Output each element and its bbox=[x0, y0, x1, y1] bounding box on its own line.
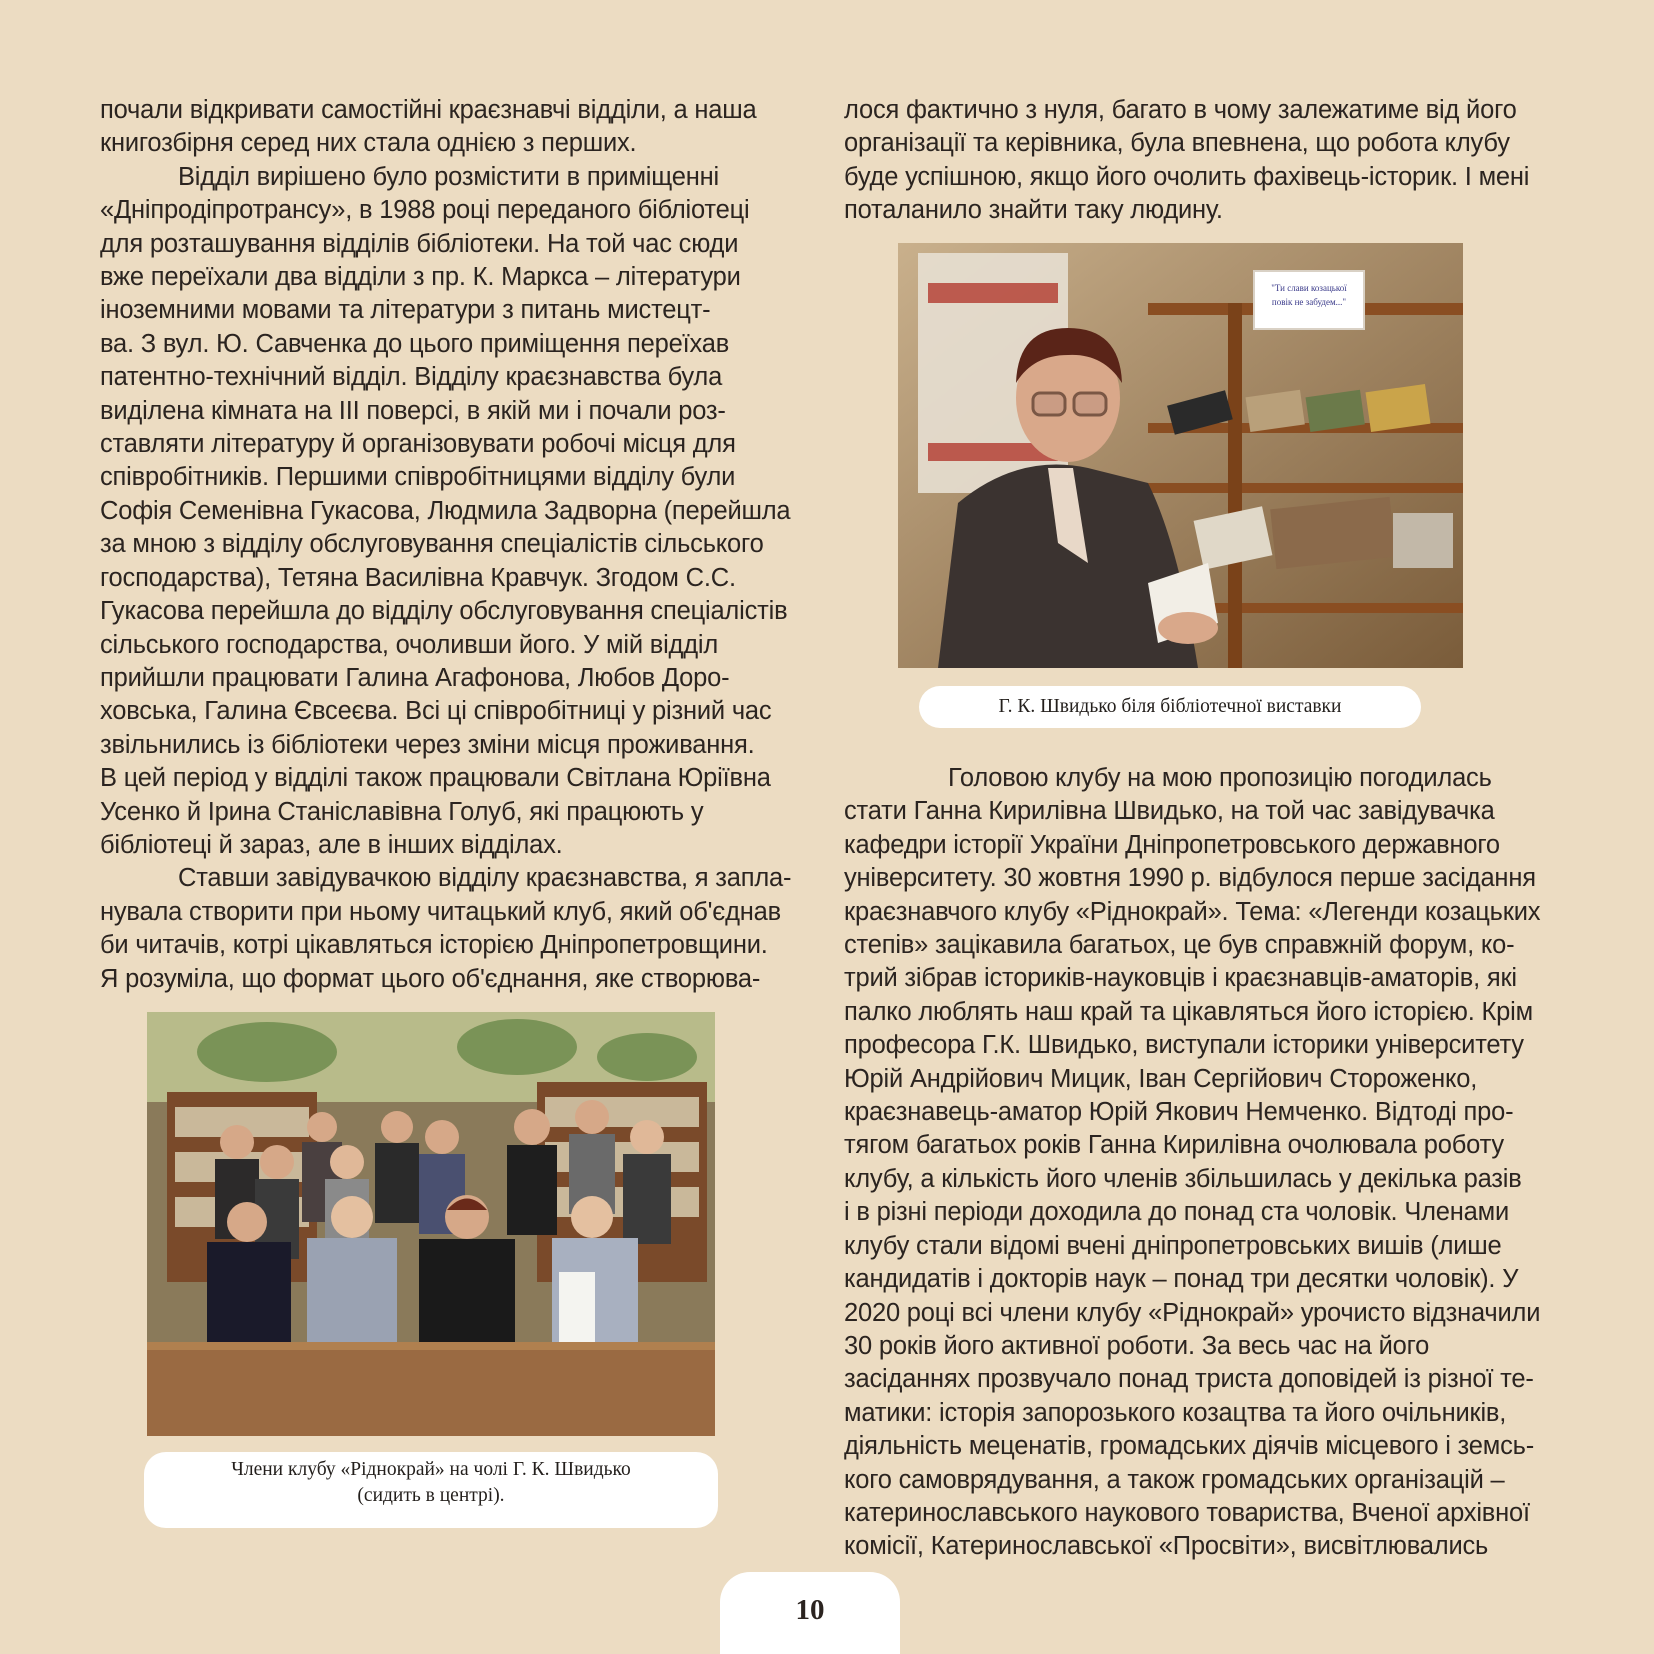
text-line: кого самоврядування, а також громадських організацій – bbox=[844, 1465, 1505, 1494]
text-line: би читачів, котрі цікавляться історією Дніпропетровщини. bbox=[100, 931, 768, 960]
text-line: бібліотеці й зараз, але в інших відділах. bbox=[100, 830, 563, 859]
text-line: трий зібрав істориків-науковців і краєзнавців-аматорів, які bbox=[844, 964, 1517, 993]
text-line: Ставши завідувачкою відділу краєзнавства, я запла- bbox=[178, 864, 792, 893]
text-line: палко люблять наш край та цікавляться його історією. Крім bbox=[844, 997, 1533, 1026]
text-line: лося фактично з нуля, багато в чому залежатиме від його bbox=[844, 96, 1517, 124]
page-number-tab bbox=[720, 1572, 900, 1654]
text-line: катеринославського наукового товариства, Вченої архівної bbox=[844, 1498, 1530, 1527]
text-line: книгозбірня серед них стала однією з перших. bbox=[100, 129, 637, 158]
text-line: вже переїхали два відділи з пр. К. Маркса – літератури bbox=[100, 263, 741, 292]
text-line: тягом багатьох років Ганна Кирилівна очолювала роботу bbox=[844, 1131, 1504, 1160]
photo-club-members bbox=[147, 1012, 715, 1436]
text-line: кандидатів і докторів наук – понад три десятки чоловік). У bbox=[844, 1265, 1519, 1294]
text-line: іноземними мовами та літератури з питань мистецт- bbox=[100, 296, 711, 325]
sign-line-2: повік не забудем..." bbox=[1271, 297, 1347, 307]
text-line: Усенко й Ірина Станіславівна Голуб, які працюють у bbox=[100, 797, 704, 826]
text-line: В цей період у відділі також працювали Світлана Юріївна bbox=[100, 764, 771, 793]
caption-text-line-1: Члени клубу «Ріднокрай» на чолі Г. К. Швидько bbox=[231, 1459, 631, 1480]
text-line: клубу, а кількість його членів збільшилась у декілька разів bbox=[844, 1164, 1522, 1193]
text-line: 30 років його активної роботи. За весь час на його bbox=[844, 1331, 1430, 1360]
text-line: краєзнавець-аматор Юрій Якович Немченко. Відтоді про- bbox=[844, 1098, 1514, 1127]
text-line: буде успішною, якщо його очолить фахівець-історик. І мені bbox=[844, 162, 1530, 191]
text-line: професора Г.К. Швидько, виступали історики університету bbox=[844, 1031, 1524, 1060]
text-line: комісії, Катеринославської «Просвіти», висвітлювались bbox=[844, 1532, 1489, 1561]
text-line: клубу стали відомі вчені дніпропетровських вишів (лише bbox=[844, 1231, 1502, 1260]
caption-text-line-2: (сидить в центрі). bbox=[357, 1485, 505, 1506]
text-line: Відділ вирішено було розмістити в приміщенні bbox=[178, 162, 719, 191]
text-line: організації та керівника, була впевнена, що робота клубу bbox=[844, 129, 1510, 158]
text-line: матики: історія запорозького козацтва та його очільників, bbox=[844, 1398, 1507, 1427]
text-line: сільського господарства, очоливши його. У мій відділ bbox=[100, 630, 719, 659]
text-line: Софія Семенівна Гукасова, Людмила Задворна (перейшла bbox=[100, 496, 791, 525]
sign-line-1: "Ти слави козацької bbox=[1271, 283, 1347, 293]
page-number: 10 bbox=[795, 1594, 825, 1626]
right-text-column-bottom bbox=[844, 762, 1564, 1564]
text-line: виділена кімната на ІІІ поверсі, в якій ми і почали роз- bbox=[100, 396, 726, 425]
text-line: нувала створити при ньому читацький клуб, який об'єднав bbox=[100, 897, 781, 926]
text-line: ставляти літературу й організовувати робочі місця для bbox=[100, 430, 736, 459]
text-line: для розташування відділів бібліотеки. На той час сюди bbox=[100, 229, 739, 258]
text-line: Я розуміла, що формат цього об'єднання, яке створюва- bbox=[100, 964, 761, 993]
text-line: і в різні періоди доходила до понад ста чоловік. Членами bbox=[844, 1198, 1510, 1227]
text-line: кафедри історії України Дніпропетровського державного bbox=[844, 830, 1500, 859]
text-line: Головою клубу на мою пропозицію погодилась bbox=[948, 764, 1492, 792]
text-line: засіданнях прозвучало понад триста доповідей із різної те- bbox=[844, 1365, 1534, 1394]
text-line: почали відкривати самостійні краєзнавчі відділи, а наша bbox=[100, 96, 757, 124]
text-line: стати Ганна Кирилівна Швидько, на той час завідувачка bbox=[844, 797, 1495, 826]
text-line: «Дніпродіпротрансу», в 1988 році переданого бібліотеці bbox=[100, 196, 750, 225]
photo-illustration bbox=[898, 243, 1463, 668]
text-line: степів» зацікавила багатьох, це був справжній форум, ко- bbox=[844, 931, 1515, 960]
text-line: звільнились із бібліотеки через зміни місця проживання. bbox=[100, 730, 755, 759]
text-line: Юрій Андрійович Мицик, Іван Сергійович Стороженко, bbox=[844, 1064, 1478, 1093]
caption-text: Г. К. Швидько біля бібліотечної виставки bbox=[998, 696, 1342, 717]
text-line: господарства), Тетяна Василівна Кравчук. Згодом С.С. bbox=[100, 563, 736, 592]
text-line: прийшли працювати Галина Агафонова, Любов Доро- bbox=[100, 663, 730, 692]
photo-caption-right bbox=[919, 686, 1421, 728]
photo-librarian-at-exhibition bbox=[898, 243, 1463, 668]
text-line: 2020 році всі члени клубу «Ріднокрай» урочисто відзначили bbox=[844, 1298, 1541, 1327]
left-text-column bbox=[100, 94, 820, 996]
text-line: патентно-технічний відділ. Відділу краєзнавства була bbox=[100, 363, 723, 392]
right-text-column-top bbox=[844, 94, 1564, 228]
text-line: поталанило знайти таку людину. bbox=[844, 196, 1223, 225]
text-line: ва. З вул. Ю. Савченка до цього приміщення переїхав bbox=[100, 329, 730, 358]
text-line: ховська, Галина Євсеєва. Всі ці співробітниці у різний час bbox=[100, 697, 772, 726]
text-line: діяльність меценатів, громадських діячів місцевого і земсь- bbox=[844, 1432, 1534, 1461]
text-line: Гукасова перейшла до відділу обслуговування спеціалістів bbox=[100, 597, 788, 626]
text-line: краєзнавчого клубу «Ріднокрай». Тема: «Легенди козацьких bbox=[844, 897, 1541, 926]
photo-caption-left bbox=[144, 1452, 718, 1528]
text-line: за мною з відділу обслуговування спеціалістів сільського bbox=[100, 530, 764, 559]
text-line: співробітників. Першими співробітницями відділу були bbox=[100, 463, 736, 492]
text-line: університету. 30 жовтня 1990 р. відбулося перше засідання bbox=[844, 864, 1536, 893]
photo-illustration bbox=[147, 1012, 715, 1436]
